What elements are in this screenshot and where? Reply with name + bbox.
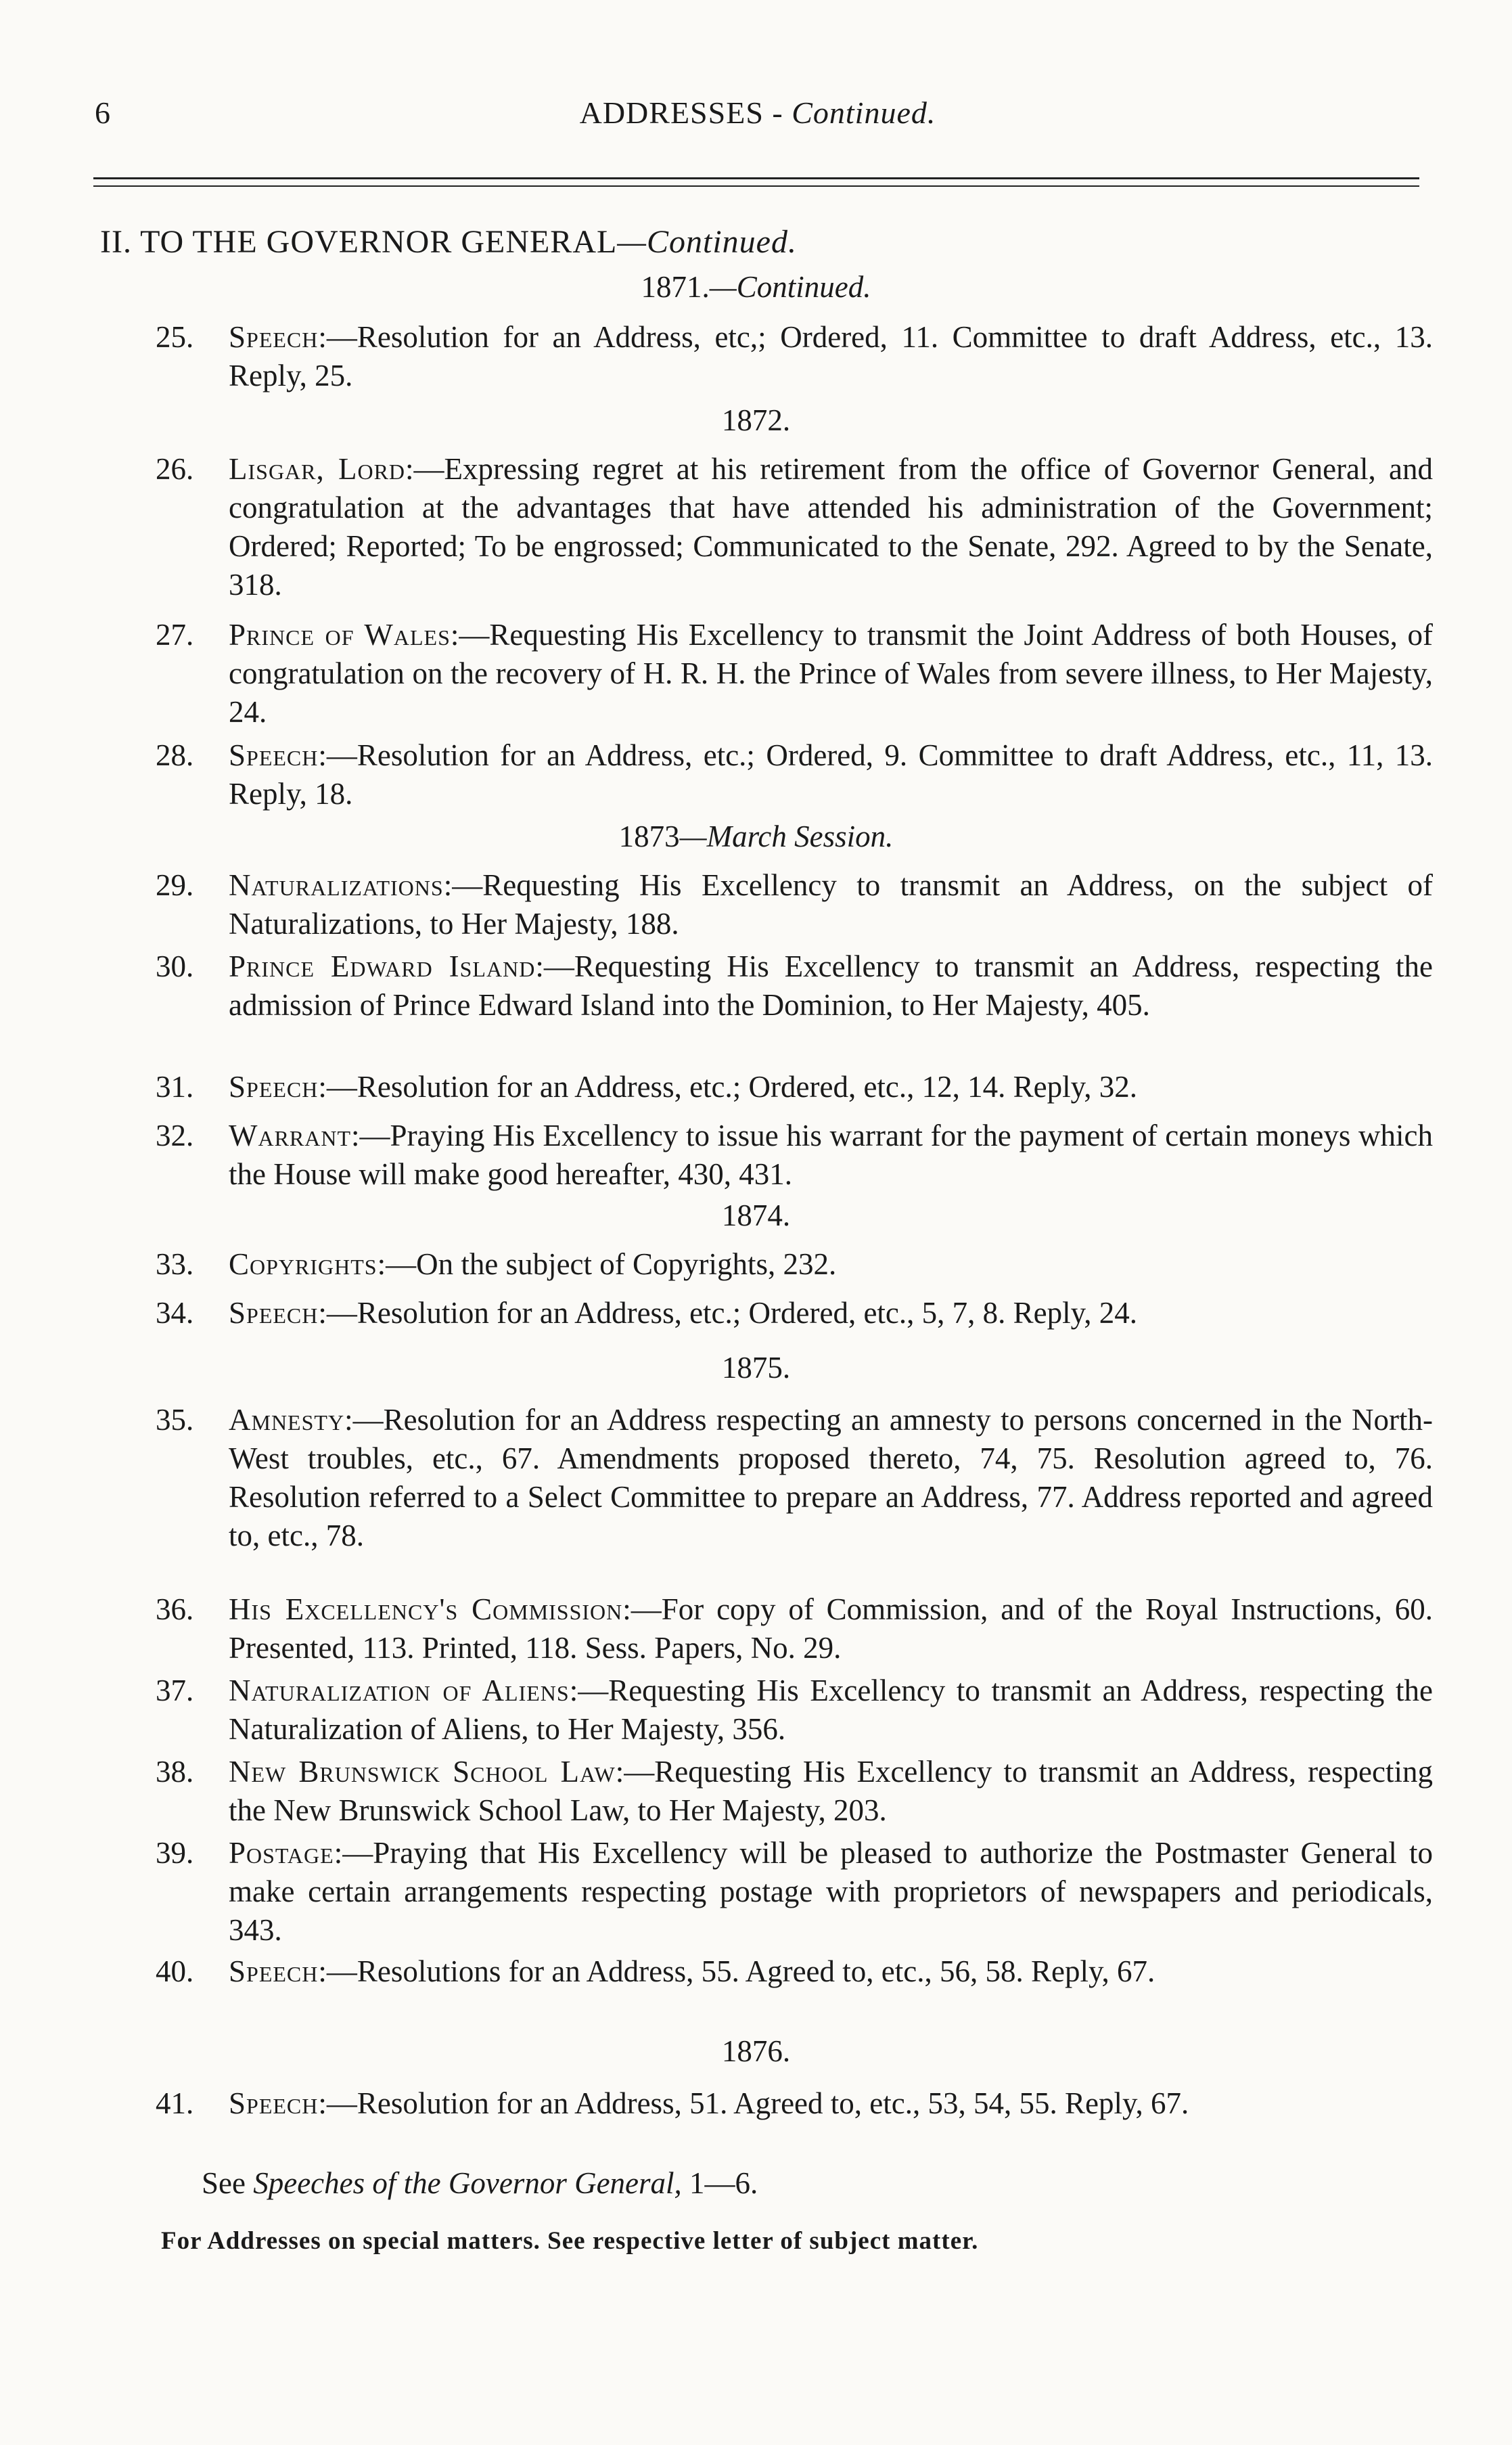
page-number: 6 bbox=[95, 95, 111, 130]
entry-25 bbox=[156, 318, 1433, 395]
entry-29 bbox=[156, 866, 1433, 943]
entry-text: :—Praying His Excellency to issue his warrant for the payment of certain moneys which the House will make good hereafter, 430, 431. bbox=[229, 1119, 1433, 1191]
entry-number: 36. bbox=[156, 1592, 194, 1626]
entry-number: 27. bbox=[156, 618, 194, 652]
header-rule-top bbox=[93, 177, 1419, 179]
see-also-note: See Speeches of the Governor General, 1—6. bbox=[202, 2166, 758, 2200]
entry-text: :—Resolution for an Address, 51. Agreed to, etc., 53, 54, 55. Reply, 67. bbox=[318, 2086, 1189, 2120]
entry-title: Amnesty bbox=[229, 1403, 345, 1437]
entry-text: :—Requesting His Excellency to transmit an Address, respecting the admission of Prince Edward Island into the Dominion, to Her Majesty, 405. bbox=[229, 949, 1434, 1022]
entry-title: Speech bbox=[229, 1954, 319, 1988]
entry-title: Speech bbox=[229, 320, 319, 354]
year-heading-1871: 1871.—Continued. bbox=[641, 270, 871, 304]
entry-text: :—Requesting His Excellency to transmit an Address, respecting the New Brunswick School Law, to Her Majesty, 203. bbox=[229, 1755, 1433, 1827]
entry-number: 40. bbox=[156, 1954, 194, 1988]
entry-title: Prince of Wales bbox=[229, 618, 451, 652]
entry-title: Speech bbox=[229, 2086, 319, 2120]
entry-title: Prince Edward Island bbox=[229, 949, 536, 983]
header-rule-bottom bbox=[93, 185, 1419, 187]
entry-title: His Excellency's Commission bbox=[229, 1592, 623, 1626]
entry-number: 41. bbox=[156, 2086, 194, 2120]
entry-31 bbox=[156, 1068, 1433, 1106]
entry-text: :—Resolution for an Address, etc,; Ordered, 11. Committee to draft Address, etc., 13. Reply, 25. bbox=[229, 320, 1433, 392]
entry-34 bbox=[156, 1294, 1433, 1332]
entry-36 bbox=[156, 1590, 1434, 1667]
entry-number: 29. bbox=[156, 868, 194, 902]
section-heading: II. TO THE GOVERNOR GENERAL—Continued. bbox=[100, 224, 797, 260]
entry-38 bbox=[156, 1753, 1433, 1830]
running-title: ADDRESSES - Continued. bbox=[579, 95, 936, 130]
year-heading-1874: 1874. bbox=[721, 1198, 791, 1232]
entry-41 bbox=[156, 2084, 1433, 2123]
entry-text: :—For copy of Commission, and of the Royal Instructions, 60. Presented, 113. Printed, 118. Sess. Papers, No. 29. bbox=[229, 1592, 1434, 1665]
entry-32 bbox=[156, 1117, 1433, 1194]
entry-number: 31. bbox=[156, 1070, 194, 1104]
entry-27 bbox=[156, 616, 1433, 732]
entry-title: Speech bbox=[229, 1296, 319, 1330]
entry-number: 34. bbox=[156, 1296, 194, 1330]
entry-title: Warrant bbox=[229, 1119, 352, 1152]
running-head bbox=[95, 95, 1421, 142]
entry-33 bbox=[156, 1245, 1433, 1284]
entry-text: :—Requesting His Excellency to transmit the Joint Address of both Houses, of congratulation on the recovery of H. R. H. the Prince of Wales from severe illness, to Her Majesty, 24. bbox=[229, 618, 1433, 729]
entry-title: Postage bbox=[229, 1836, 334, 1870]
entry-title: Speech bbox=[229, 738, 319, 772]
entry-28 bbox=[156, 736, 1433, 813]
entry-number: 32. bbox=[156, 1119, 194, 1152]
year-heading-1872: 1872. bbox=[721, 403, 791, 437]
entry-title: Naturalizations bbox=[229, 868, 444, 902]
entry-number: 33. bbox=[156, 1247, 194, 1281]
entry-number: 39. bbox=[156, 1836, 194, 1870]
entry-35 bbox=[156, 1401, 1433, 1555]
entry-title: Lisgar, Lord bbox=[229, 452, 406, 486]
entry-number: 26. bbox=[156, 452, 194, 486]
entry-title: Copyrights bbox=[229, 1247, 377, 1281]
year-heading-1875: 1875. bbox=[721, 1351, 791, 1385]
entry-number: 35. bbox=[156, 1403, 194, 1437]
entry-number: 37. bbox=[156, 1674, 194, 1707]
footer-note: For Addresses on special matters. See respective letter of subject matter. bbox=[161, 2227, 979, 2255]
entry-text: :—Resolution for an Address, etc.; Ordered, etc., 12, 14. Reply, 32. bbox=[318, 1070, 1137, 1104]
entry-number: 38. bbox=[156, 1755, 194, 1789]
entry-number: 28. bbox=[156, 738, 194, 772]
entry-title: Speech bbox=[229, 1070, 319, 1104]
entry-37 bbox=[156, 1672, 1433, 1749]
entry-text: :—Requesting His Excellency to transmit an Address, on the subject of Naturalizations, to Her Majesty, 188. bbox=[229, 868, 1433, 941]
entry-text: :—Expressing regret at his retirement from the office of Governor General, and congratulation at the advantages that have attended his administration of the Government; Ordered; Reported; To be engrossed; Communicated to the Senate, 292. Agreed to by the Senate, 318. bbox=[229, 452, 1433, 602]
year-heading-1873: 1873—March Session. bbox=[618, 820, 894, 853]
entry-text: :—Resolution for an Address respecting an amnesty to persons concerned in the North-West troubles, etc., 67. Amendments proposed thereto, 74, 75. Resolution agreed to, 76. Resolution referred to a Select Committee to prepare an Address, 77. Address reported and agreed to, etc., 78. bbox=[229, 1403, 1433, 1552]
entry-text: :—Requesting His Excellency to transmit an Address, respecting the Naturalization of Aliens, to Her Majesty, 356. bbox=[229, 1674, 1433, 1746]
entry-40 bbox=[156, 1952, 1433, 1991]
entry-text: :—Praying that His Excellency will be pleased to authorize the Postmaster General to make certain arrangements respecting postage with proprietors of newspapers and periodicals, 343. bbox=[229, 1836, 1433, 1947]
year-heading-1876: 1876. bbox=[721, 2034, 791, 2068]
entry-number: 30. bbox=[156, 949, 194, 983]
entry-text: :—On the subject of Copyrights, 232. bbox=[377, 1247, 837, 1281]
entry-title: Naturalization of Aliens bbox=[229, 1674, 570, 1707]
entry-number: 25. bbox=[156, 320, 194, 354]
entry-title: New Brunswick School Law bbox=[229, 1755, 616, 1789]
entry-30 bbox=[156, 947, 1434, 1025]
entry-39 bbox=[156, 1834, 1433, 1950]
entry-26 bbox=[156, 450, 1433, 604]
entry-text: :—Resolution for an Address, etc.; Ordered, 9. Committee to draft Address, etc., 11, 13. Reply, 18. bbox=[229, 738, 1433, 811]
entry-text: :—Resolution for an Address, etc.; Ordered, etc., 5, 7, 8. Reply, 24. bbox=[318, 1296, 1137, 1330]
entry-text: :—Resolutions for an Address, 55. Agreed to, etc., 56, 58. Reply, 67. bbox=[318, 1954, 1155, 1988]
